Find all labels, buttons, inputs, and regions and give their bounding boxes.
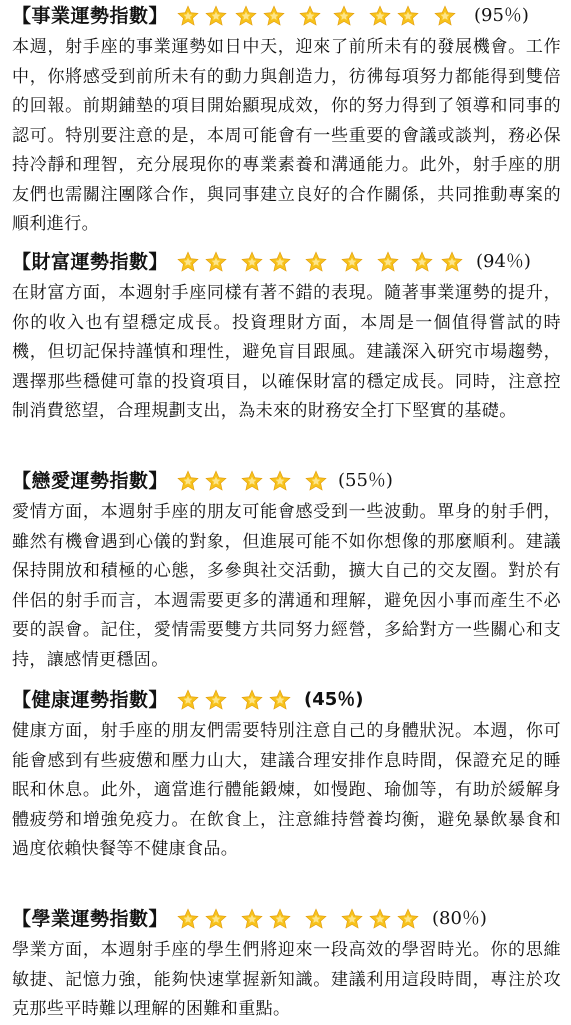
- star-emoji-icon: [268, 469, 292, 493]
- star-emoji-icon: [340, 250, 364, 274]
- section-title: 【財富運勢指數】: [12, 251, 169, 273]
- star-emoji-icon: [240, 688, 264, 712]
- star-emoji-icon: [176, 469, 200, 493]
- section-heading: [0, 3, 571, 33]
- star-emoji-icon: [176, 250, 200, 274]
- star-emoji-icon: [240, 907, 264, 931]
- star-emoji-icon: [433, 4, 457, 28]
- percent-label: (95％): [474, 5, 529, 26]
- star-emoji-icon: [176, 907, 200, 931]
- section-heading: [0, 249, 571, 279]
- star-emoji-icon: [396, 4, 420, 28]
- section-heading: [0, 468, 571, 498]
- star-emoji-icon: [440, 250, 464, 274]
- star-emoji-icon: [176, 4, 200, 28]
- star-emoji-icon: [368, 4, 392, 28]
- star-emoji-icon: [240, 250, 264, 274]
- star-emoji-icon: [268, 907, 292, 931]
- section-title: 【學業運勢指數】: [12, 908, 169, 930]
- health-section: [0, 687, 571, 865]
- star-emoji-icon: [376, 250, 400, 274]
- percent-label: (80％): [432, 908, 487, 929]
- section-title: 【健康運勢指數】: [12, 689, 169, 711]
- section-title: 【戀愛運勢指數】: [12, 470, 169, 492]
- section-heading: [0, 906, 571, 936]
- star-emoji-icon: [204, 469, 228, 493]
- star-emoji-icon: [368, 907, 392, 931]
- star-emoji-icon: [332, 4, 356, 28]
- section-body: 本週，射手座的事業運勢如日中天，迎來了前所未有的發展機會。工作中，你將感受到前所未有的動力與創造力，彷彿每項努力都能得到雙倍的回報。前期鋪墊的項目開始顯現成效，你的努力得到了領導和同事的認可。特別要注意的是，本周可能會有一些重要的會議或談判，務必保持冷靜和理智，充分展現你的專業素養和溝通能力。此外，射手座的朋友們也需關注團隊合作，與同事建立良好的合作關係，共同推動專案的順利進行。: [12, 37, 561, 234]
- star-emoji-icon: [396, 907, 420, 931]
- section-title: 【事業運勢指數】: [12, 5, 169, 27]
- star-emoji-icon: [340, 907, 364, 931]
- star-emoji-icon: [298, 4, 322, 28]
- percent-label: (94％): [476, 251, 531, 272]
- star-emoji-icon: [234, 4, 258, 28]
- star-emoji-icon: [268, 688, 292, 712]
- star-emoji-icon: [304, 250, 328, 274]
- star-emoji-icon: [204, 907, 228, 931]
- study-section: [0, 906, 571, 1025]
- star-emoji-icon: [176, 688, 200, 712]
- star-emoji-icon: [410, 250, 434, 274]
- star-emoji-icon: [204, 250, 228, 274]
- career-section: [0, 3, 571, 240]
- section-body: 健康方面，射手座的朋友們需要特別注意自己的身體狀況。本週，你可能會感到有些疲憊和壓力山大，建議合理安排作息時間，保證充足的睡眠和休息。此外，適當進行體能鍛煉，如慢跑、瑜伽等，有助於緩解身體疲勞和增強免疫力。在飲食上，注意維持營養均衡，避免暴飲暴食和過度依賴快餐等不健康食品。: [12, 721, 561, 859]
- wealth-section: [0, 249, 571, 427]
- section-body: 在財富方面，本週射手座同樣有著不錯的表現。隨著事業運勢的提升，你的收入也有望穩定成長。投資理財方面，本周是一個值得嘗試的時機，但切記保持謹慎和理性，避免盲目跟風。建議深入研究市場趨勢，選擇那些穩健可靠的投資項目，以確保財富的穩定成長。同時，注意控制消費慾望，合理規劃支出，為未來的財務安全打下堅實的基礎。: [12, 283, 561, 421]
- love-section: [0, 468, 571, 675]
- percent-label: (45％): [304, 689, 364, 710]
- section-body: 學業方面，本週射手座的學生們將迎來一段高效的學習時光。你的思維敏捷、記憶力強，能夠快速掌握新知識。建議利用這段時間，專注於攻克那些平時難以理解的困難和重點。: [12, 940, 561, 1019]
- star-emoji-icon: [262, 4, 286, 28]
- star-emoji-icon: [204, 688, 228, 712]
- star-emoji-icon: [204, 4, 228, 28]
- star-emoji-icon: [240, 469, 264, 493]
- percent-label: (55％): [338, 470, 393, 491]
- section-heading: [0, 687, 571, 717]
- star-emoji-icon: [268, 250, 292, 274]
- star-emoji-icon: [304, 469, 328, 493]
- section-body: 愛情方面，本週射手座的朋友可能會感受到一些波動。單身的射手們，雖然有機會遇到心儀的對象，但進展可能不如你想像的那麼順利。建議保持開放和積極的心態，多參與社交活動，擴大自己的交友圈。對於有伴侶的射手而言，本週需要更多的溝通和理解，避免因小事而產生不必要的誤會。記住，愛情需要雙方共同努力經營，多給對方一些關心和支持，讓感情更穩固。: [12, 502, 561, 670]
- star-emoji-icon: [304, 907, 328, 931]
